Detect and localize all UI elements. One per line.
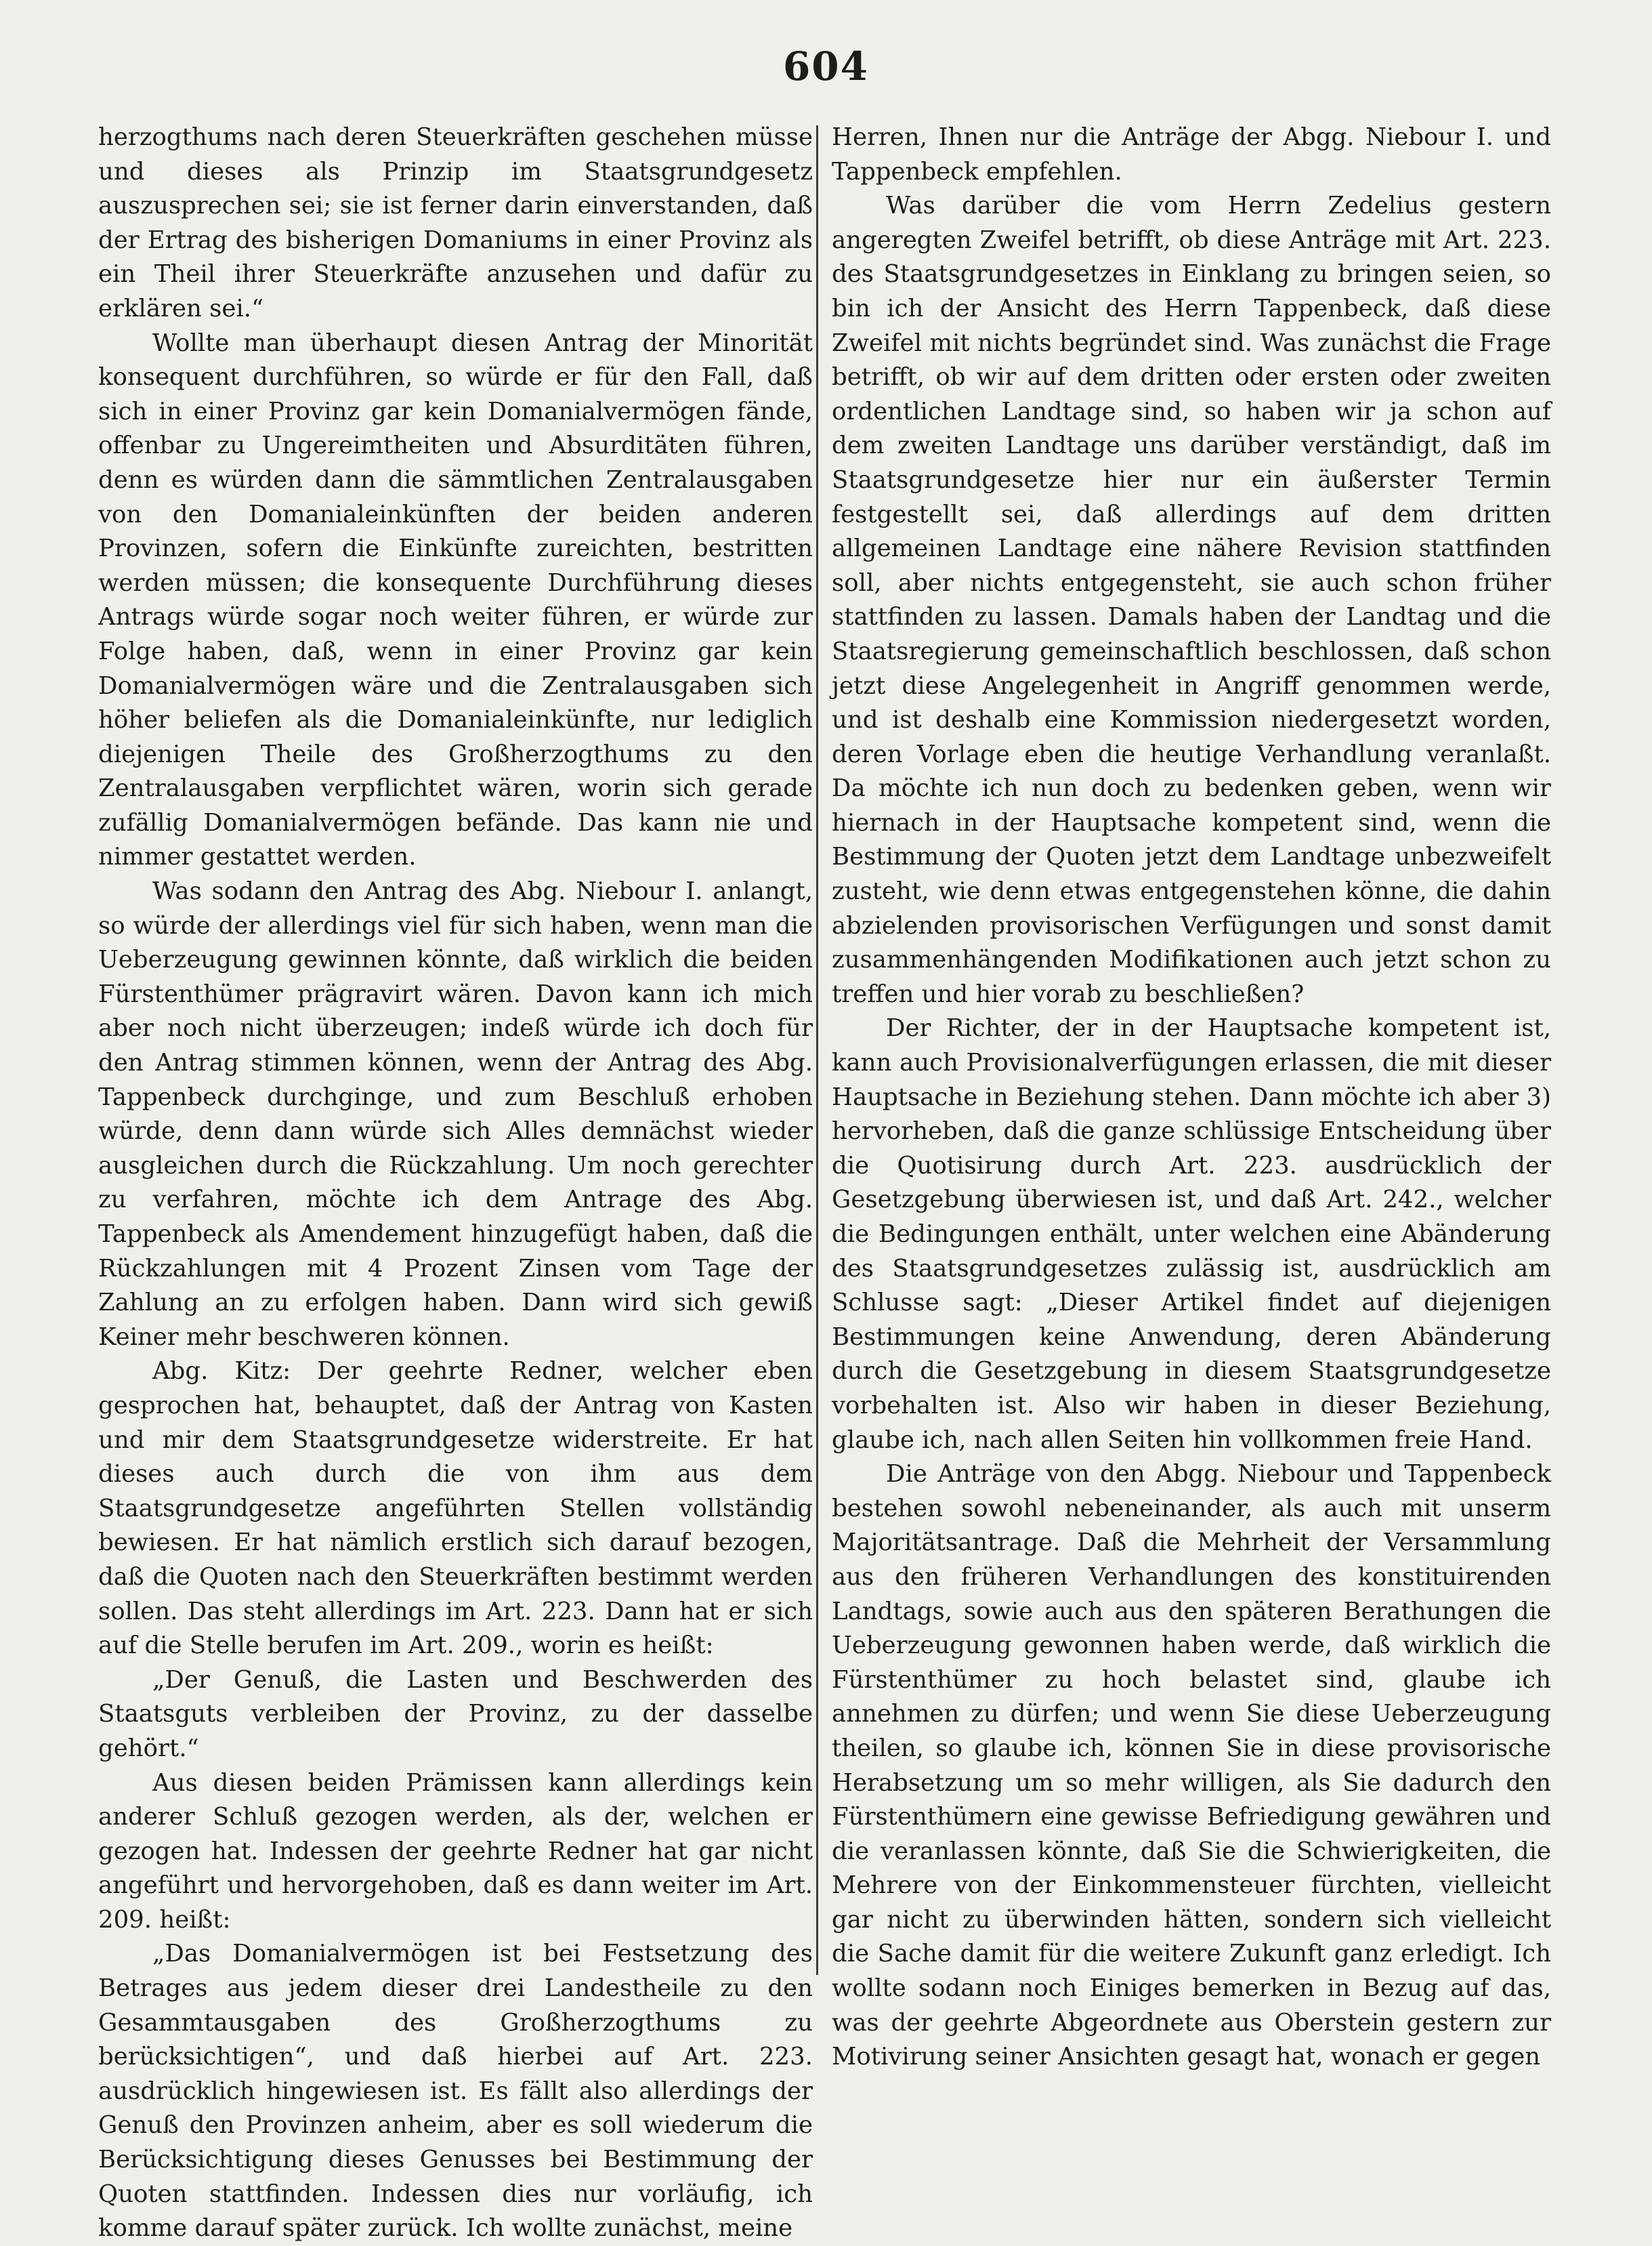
paragraph: Abg. Kitz: Der geehrte Redner, welcher eben gesprochen hat, behauptet, daß der Antrag von Kasten und mir dem Staatsgrundgesetze widerstreite. Er hat dieses auch durch die von ihm aus dem Staatsgrundgesetze angeführten Stellen vollständig bewiesen. Er hat nämlich erstlich sich darauf bezogen, daß die Quoten nach den Steuerkräften bestimmt werden sollen. Das steht allerdings im Art. 223. Dann hat er sich auf die Stelle berufen im Art. 209., worin es heißt: — [98, 1357, 813, 1660]
quote-paragraph: „Der Genuß, die Lasten und Beschwerden des Staatsguts verbleiben der Provinz, zu der dasselbe gehört.“ — [98, 1665, 813, 1762]
paragraph: Wollte man überhaupt diesen Antrag der Minorität konsequent durchführen, so würde er für den Fall, daß sich in einer Provinz gar kein Domanialvermögen fände, offenbar zu Ungereimtheiten und Absurditäten führen, denn es würden dann die sämmtlichen Zentralausgaben von den Domanialeinkünften der beiden anderen Provinzen, sofern die Einkünfte zureichten, bestritten werden müssen; die konsequente Durchführung dieses Antrags würde sogar noch weiter führen, er würde zur Folge haben, daß, wenn in einer Provinz gar kein Domanialvermögen wäre und die Zentralausgaben sich höher beliefen als die Domanialeinkünfte, nur lediglich diejenigen Theile des Großherzogthums zu den Zentralausgaben verpflichtet wären, worin sich gerade zufällig Domanialvermögen befände. Das kann nie und nimmer gestattet werden. — [98, 329, 813, 871]
paragraph: Aus diesen beiden Prämissen kann allerdings kein anderer Schluß gezogen werden, als der, welchen er gezogen hat. Indessen der geehrte Redner hat gar nicht angeführt und hervorgehoben, daß es dann weiter im Art. 209. heißt: — [98, 1768, 813, 1934]
quote-paragraph: „Das Domanialvermögen ist bei Festsetzung des Betrages aus jedem dieser drei Landestheile zu den Gesammtausgaben des Großherzogthums zu berücksichtigen“, und daß hierbei auf Art. 223. ausdrücklich hingewiesen ist. Es fällt also allerdings der Genuß den Provinzen anheim, aber es soll wiederum die Berücksichtigung dieses Genusses bei Bestimmung der Quoten stattfinden. Indessen dies nur vorläufig, ich komme darauf später zurück. Ich wollte zunächst, meine — [98, 1940, 813, 2243]
paragraph: Was sodann den Antrag des Abg. Niebour I. anlangt, so würde der allerdings viel für sich haben, wenn man die Ueberzeugung gewinnen könnte, daß wirklich die beiden Fürstenthümer prägravirt wären. Davon kann ich mich aber noch nicht überzeugen; indeß würde ich doch für den Antrag stimmen können, wenn der Antrag des Abg. Tappenbeck durchginge, und zum Beschluß erhoben würde, denn dann würde sich Alles demnächst wieder ausgleichen durch die Rückzahlung. Um noch gerechter zu verfahren, möchte ich dem Antrage des Abg. Tappenbeck als Amendement hinzugefügt haben, daß die Rückzahlungen mit 4 Prozent Zinsen vom Tage der Zahlung an zu erfolgen haben. Dann wird sich gewiß Keiner mehr beschweren können. — [98, 877, 813, 1351]
paragraph: Der Richter, der in der Hauptsache kompetent ist, kann auch Provisionalverfügungen erlassen, die mit dieser Hauptsache in Beziehung stehen. Dann möchte ich aber 3) hervorheben, daß die ganze schlüssige Entscheidung über die Quotisirung durch Art. 223. ausdrücklich der Gesetzgebung überwiesen ist, und daß Art. 242., welcher die Bedingungen enthält, unter welchen eine Abänderung des Staatsgrundgesetzes zulässig ist, ausdrücklich am Schlusse sagt: „Dieser Artikel findet auf diejenigen Bestimmungen keine Anwendung, deren Abänderung durch die Gesetzgebung in diesem Staatsgrundgesetze vorbehalten ist. Also wir haben in dieser Beziehung, glaube ich, nach allen Seiten hin vollkommen freie Hand. — [832, 1014, 1551, 1454]
right-column — [832, 121, 1551, 2075]
paragraph: herzogthums nach deren Steuerkräften geschehen müsse und dieses als Prinzip im Staatsgrundgesetz auszusprechen sei; sie ist ferner darin einverstanden, daß der Ertrag des bisherigen Domaniums in einer Provinz als ein Theil ihrer Steuerkräfte anzusehen und dafür zu erklären sei.“ — [98, 123, 813, 323]
left-column — [98, 121, 813, 2246]
column-divider — [816, 125, 818, 1975]
paragraph: Herren, Ihnen nur die Anträge der Abgg. Niebour I. und Tappenbeck empfehlen. — [832, 123, 1551, 186]
page-number: 604 — [782, 43, 870, 89]
paragraph: Was darüber die vom Herrn Zedelius gestern angeregten Zweifel betrifft, ob diese Anträge mit Art. 223. des Staatsgrundgesetzes in Einklang zu bringen seien, so bin ich der Ansicht des Herrn Tappenbeck, daß diese Zweifel mit nichts begründet sind. Was zunächst die Frage betrifft, ob wir auf dem dritten oder ersten oder zweiten ordentlichen Landtage sind, so haben wir ja schon auf dem zweiten Landtage uns darüber verständigt, daß im Staatsgrundgesetze hier nur ein äußerster Termin festgestellt sei, daß allerdings auf dem dritten allgemeinen Landtage eine nähere Revision stattfinden soll, aber nichts entgegensteht, sie auch schon früher stattfinden zu lassen. Damals haben der Landtag und die Staatsregierung gemeinschaftlich beschlossen, daß schon jetzt diese Angelegenheit in Angriff genommen werde, und ist deshalb eine Kommission niedergesetzt worden, deren Vorlage eben die heutige Verhandlung veranlaßt. Da möchte ich nun doch zu bedenken geben, wenn wir hiernach in der Hauptsache kompetent sind, wenn die Bestimmung der Quoten jetzt dem Landtage unbezweifelt zusteht, wie denn etwas entgegenstehen könne, die dahin abzielenden provisorischen Verfügungen und sonst damit zusammenhängenden Modifikationen auch jetzt schon zu treffen und hier vorab zu beschließen? — [832, 192, 1551, 1008]
paragraph: Die Anträge von den Abgg. Niebour und Tappenbeck bestehen sowohl nebeneinander, als auch mit unserm Majoritätsantrage. Daß die Mehrheit der Versammlung aus den früheren Verhandlungen des konstituirenden Landtags, sowie auch aus den späteren Berathungen die Ueberzeugung gewonnen haben werde, daß wirklich die Fürstenthümer zu hoch belastet sind, glaube ich annehmen zu dürfen; und wenn Sie diese Ueberzeugung theilen, so glaube ich, können Sie in diese provisorische Herabsetzung um so mehr willigen, als Sie dadurch den Fürstenthümern eine gewisse Befriedigung gewähren und die veranlassen könnte, daß Sie die Schwierigkeiten, die Mehrere von der Einkommensteuer fürchten, vielleicht gar nicht zu überwinden hätten, sondern sich vielleicht die Sache damit für die weitere Zukunft ganz erledigt. Ich wollte sodann noch Einiges bemerken in Bezug auf das, was der geehrte Abgeordnete aus Oberstein gestern zur Motivirung seiner Ansichten gesagt hat, wonach er gegen — [832, 1460, 1551, 2071]
